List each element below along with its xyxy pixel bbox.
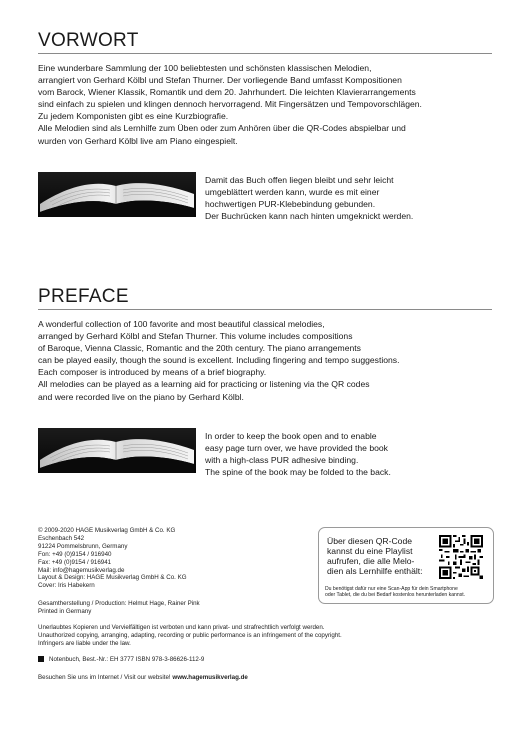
qr-description [327,536,423,576]
imprint-line: Gesamtherstellung / Production: Helmut Hage, Rainer Pink [38,600,200,607]
binding-line: Der Buchrücken kann nach hinten umgeknickt werden. [205,211,414,222]
preface-line: of Baroque, Vienna Classic, Romantic and the 20th century. The piano arrangements [38,343,361,354]
imprint-line: 91224 Pommelsbrunn, Germany [38,542,128,550]
open-book-photo [38,428,196,473]
visit-text: Besuchen Sie uns im Internet / Visit our website! [38,674,173,681]
preface-line: Each composer is introduced by means of a brief biography. [38,367,267,378]
binding-line: easy page turn over, we have provided the book [205,443,388,454]
qr-code-box [318,527,494,604]
qr-line: aufrufen, die alle Melo- [327,556,415,566]
vorwort-line: Alle Melodien sind als Lernhilfe zum Üben oder zum Anhören über die QR-Codes abspielbar und [38,123,406,134]
legal-line: Unauthorized copying, arranging, adapting, recording or public performance is an infringement of the copyright. [38,631,342,639]
preface-line: can be played easily, though the sound is excellent. Including fingering and tempo suggestions. [38,355,400,366]
binding-line: The spine of the book may be folded to the back. [205,467,391,478]
vorwort-line: Eine wunderbare Sammlung der 100 beliebtesten und schönsten klassischen Melodien, [38,63,372,73]
vorwort-divider [38,53,492,54]
vorwort-line: sind einfach zu spielen und klingen dennoch hervorragend. Mit Fingersätzen und Tempovorschlägen. [38,99,422,110]
vorwort-line: wurden von Gerhard Kölbl live am Piano eingespielt. [38,135,238,146]
imprint-line: Eschenbach 542 [38,534,85,542]
order-info [38,656,204,664]
open-book-photo [38,172,196,217]
binding-line: Damit das Buch offen liegen bleibt und sehr leicht [205,175,394,185]
vorwort-line: arrangiert von Gerhard Kölbl und Stefan Thurner. Der vorliegende Band umfasst Kompositionen [38,75,402,86]
imprint-line: Cover: Iris Habekern [38,582,95,590]
imprint-line: Mail: info@hagemusikverlag.de [38,566,125,574]
qr-note [325,586,465,599]
vorwort-line: Zu jedem Komponisten gibt es eine Kurzbiografie. [38,111,229,122]
website-line [38,674,248,682]
preface-divider [38,309,492,310]
preface-paragraph [38,318,498,403]
imprint-line: Layout & Design: HAGE Musikverlag GmbH & Co. KG [38,574,187,582]
qr-line: Über diesen QR-Code [327,536,413,546]
preface-line: All melodies can be played as a learning aid for practicing or listening via the QR codes [38,379,370,390]
imprint-line: Fax: +49 (0)9154 / 916941 [38,558,112,566]
legal-line: Unerlaubtes Kopieren und Vervielfältigen ist verboten und kann privat- und strafrechtlich verfolgt werden. [38,624,325,631]
qr-line: dien als Lernhilfe enthält: [327,566,423,576]
production-info [38,600,200,616]
binding-line: In order to keep the book open and to enable [205,431,377,441]
square-bullet-icon [38,656,44,662]
qr-code-icon[interactable] [439,535,483,579]
copyright-notice [38,624,342,648]
binding-line: with a high-class PUR adhesive binding. [205,455,359,466]
preface-line: A wonderful collection of 100 favorite and most beautiful classical melodies, [38,319,325,329]
vorwort-paragraph [38,62,498,147]
imprint-line: Fon: +49 (0)9154 / 916940 [38,550,112,558]
order-number: Notenbuch, Best.-Nr.: EH 3777 ISBN 978-3-86626-112-9 [49,656,205,663]
binding-line: hochwertigen PUR-Klebebindung gebunden. [205,199,376,210]
website-link[interactable]: www.hagemusikverlag.de [172,674,248,681]
binding-line: umgeblättert werden kann, wurde es mit einer [205,187,380,198]
imprint-line: Printed in Germany [38,607,92,615]
vorwort-line: vom Barock, Wiener Klassik, Romantik und dem 20. Jahrhundert. Die leichten Klavierarrangements [38,87,416,98]
legal-line: Infringers are liable under the law. [38,639,131,647]
publisher-info [38,527,187,590]
vorwort-heading: VORWORT [38,30,139,51]
preface-line: and were recorded live on the piano by Gerhard Kölbl. [38,391,244,402]
preface-binding-note [205,430,391,478]
preface-line: arranged by Gerhard Kölbl and Stefan Thurner. This volume includes compositions [38,331,353,342]
imprint-line: © 2009-2020 HAGE Musikverlag GmbH & Co. KG [38,527,176,534]
qr-line: kannst du eine Playlist [327,546,413,556]
qr-note-line: oder Tablet, die du bei Bedarf kostenlos herunterladen kannst. [325,592,466,599]
qr-note-line: Du benötigst dafür nur eine Scan-App für dein Smartphone [325,586,458,592]
vorwort-binding-note [205,174,413,222]
preface-heading: PREFACE [38,286,129,307]
